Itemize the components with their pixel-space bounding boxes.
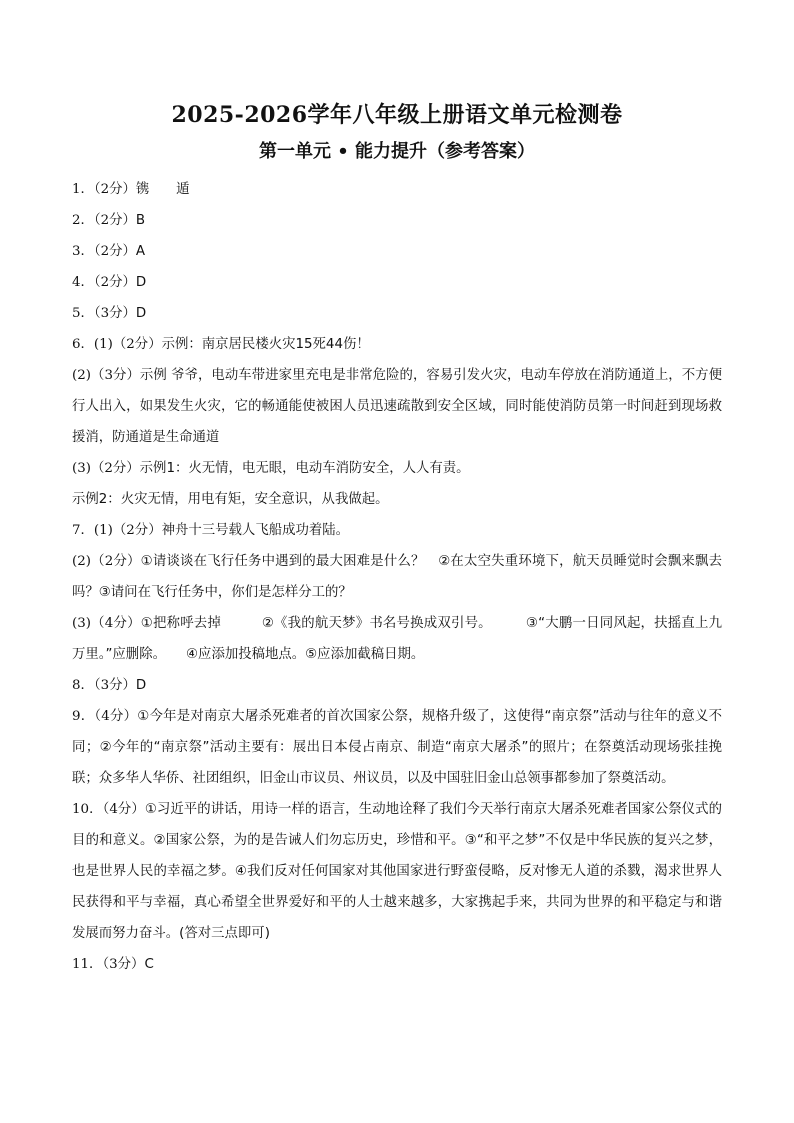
answer-number: 8． — [72, 678, 94, 693]
answer-item-3 — [72, 236, 722, 267]
answer-item-11 — [72, 949, 722, 980]
answer-item-10 — [72, 794, 722, 949]
answer-text: B — [135, 213, 146, 228]
answer-points: （2分） — [93, 213, 136, 228]
answer-points: （4分） — [94, 709, 138, 724]
answer-number: 7． — [72, 523, 94, 538]
answer-text: 神舟十三号载人飞船成功着陆。 — [161, 523, 350, 538]
document-title: 2025-2026学年八年级上册语文单元检测卷 — [171, 102, 623, 128]
answer-text: 示例 爷爷，电动车带进家里充电是非常危险的，容易引发火灾，电动车停放在消防通道上，不方便行人出入，如果发生火灾，它的畅通能使被困人员迅速疏散到安全区域，同时能使消防员第一时间赶到现场救援消，防通道是生命通道 — [72, 368, 722, 445]
answer-text: 示例：南京居民楼火灾15死44伤！ — [161, 337, 370, 352]
document-subtitle: 第一单元 • 能力提升（参考答案） — [258, 141, 536, 162]
answer-item-7-3 — [72, 608, 722, 670]
answer-item-7-1 — [72, 515, 722, 546]
answer-points: （2分） — [93, 275, 136, 290]
answer-text: ①把称呼去掉 ②《我的航天梦》书名号换成双引号。 ③“大鹏一日同风起，扶摇直上九万里。”应删除。 ④应添加投稿地点。⑤应添加截稿日期。 — [72, 616, 722, 662]
answer-points: （3分） — [102, 957, 145, 972]
answer-item-8 — [72, 670, 722, 701]
answer-number: 3． — [72, 244, 94, 259]
answer-points: (2)（2分） — [72, 554, 141, 569]
answer-item-7-2 — [72, 546, 722, 608]
answer-points: (2)（3分） — [72, 368, 140, 383]
answer-points: （3分） — [93, 306, 136, 321]
answer-text: D — [135, 306, 147, 321]
answer-number: 5． — [72, 306, 94, 321]
answer-number: 4． — [72, 275, 94, 290]
answer-points: （3分） — [93, 678, 136, 693]
answer-text: ①请谈谈在飞行任务中遇到的最大困难是什么？ ②在太空失重环境下，航天员睡觉时会飘来飘去吗？③请问在飞行任务中，你们是怎样分工的？ — [72, 554, 722, 600]
answer-item-6-3-example-2 — [72, 484, 722, 515]
answer-number: 6． — [72, 337, 94, 352]
answer-points: (1)（2分） — [93, 523, 162, 538]
answer-item-1 — [72, 174, 722, 205]
answer-text: C — [144, 957, 154, 972]
answer-number: 10． — [72, 802, 103, 817]
answer-points: （2分） — [93, 182, 136, 197]
answer-text: A — [135, 244, 146, 259]
answer-text: D — [135, 678, 147, 693]
answer-item-6-2 — [72, 360, 722, 453]
answer-points: (1)（2分） — [93, 337, 162, 352]
answer-number: 1． — [72, 182, 94, 197]
answer-points: (3)（2分） — [72, 461, 140, 476]
answer-number: 9． — [72, 709, 95, 724]
answer-text: ①习近平的讲话，用诗一样的语言，生动地诠释了我们今天举行南京大屠杀死难者国家公祭仪式的目的和意义。②国家公祭，为的是告诫人们勿忘历史，珍惜和平。③“和平之梦”不仅是中华民族的复兴之梦，也是世界人民的幸福之梦。④我们反对任何国家对其他国家进行野蛮侵略，反对惨无人道的杀戮，渴求世界人民获得和平与幸福，真心希望全世界爱好和平的人士越来越多，大家携起手来，共同为世界的和平稳定与和谐发展而努力奋斗。(答对三点即可) — [72, 802, 722, 941]
answer-number: 2． — [72, 213, 94, 228]
answer-list — [72, 174, 722, 980]
answer-text: 镌 遁 — [135, 182, 190, 197]
answer-text: ①今年是对南京大屠杀死难者的首次国家公祭，规格升级了，这使得“南京祭”活动与往年的意义不同；②今年的“南京祭”活动主要有：展出日本侵占南京、制造“南京大屠杀”的照片；在祭奠活动现场张挂挽联；众多华人华侨、社团组织，旧金山市议员、州议员，以及中国驻旧金山总领事都参加了祭奠活动。 — [72, 709, 722, 786]
answer-item-6-1 — [72, 329, 722, 360]
answer-item-6-3 — [72, 453, 722, 484]
answer-item-9 — [72, 701, 722, 794]
answer-text: D — [135, 275, 147, 290]
answer-points: (3)（4分） — [72, 616, 141, 631]
answer-text: 示例2：火灾无情，用电有矩，安全意识，从我做起。 — [72, 492, 389, 507]
answer-points: （4分） — [102, 802, 145, 817]
answer-item-5 — [72, 298, 722, 329]
answer-item-4 — [72, 267, 722, 298]
answer-points: （2分） — [93, 244, 136, 259]
answer-text: 示例1：火无情，电无眼，电动车消防安全，人人有责。 — [139, 461, 470, 476]
answer-item-2 — [72, 205, 722, 236]
answer-number: 11． — [72, 957, 103, 972]
